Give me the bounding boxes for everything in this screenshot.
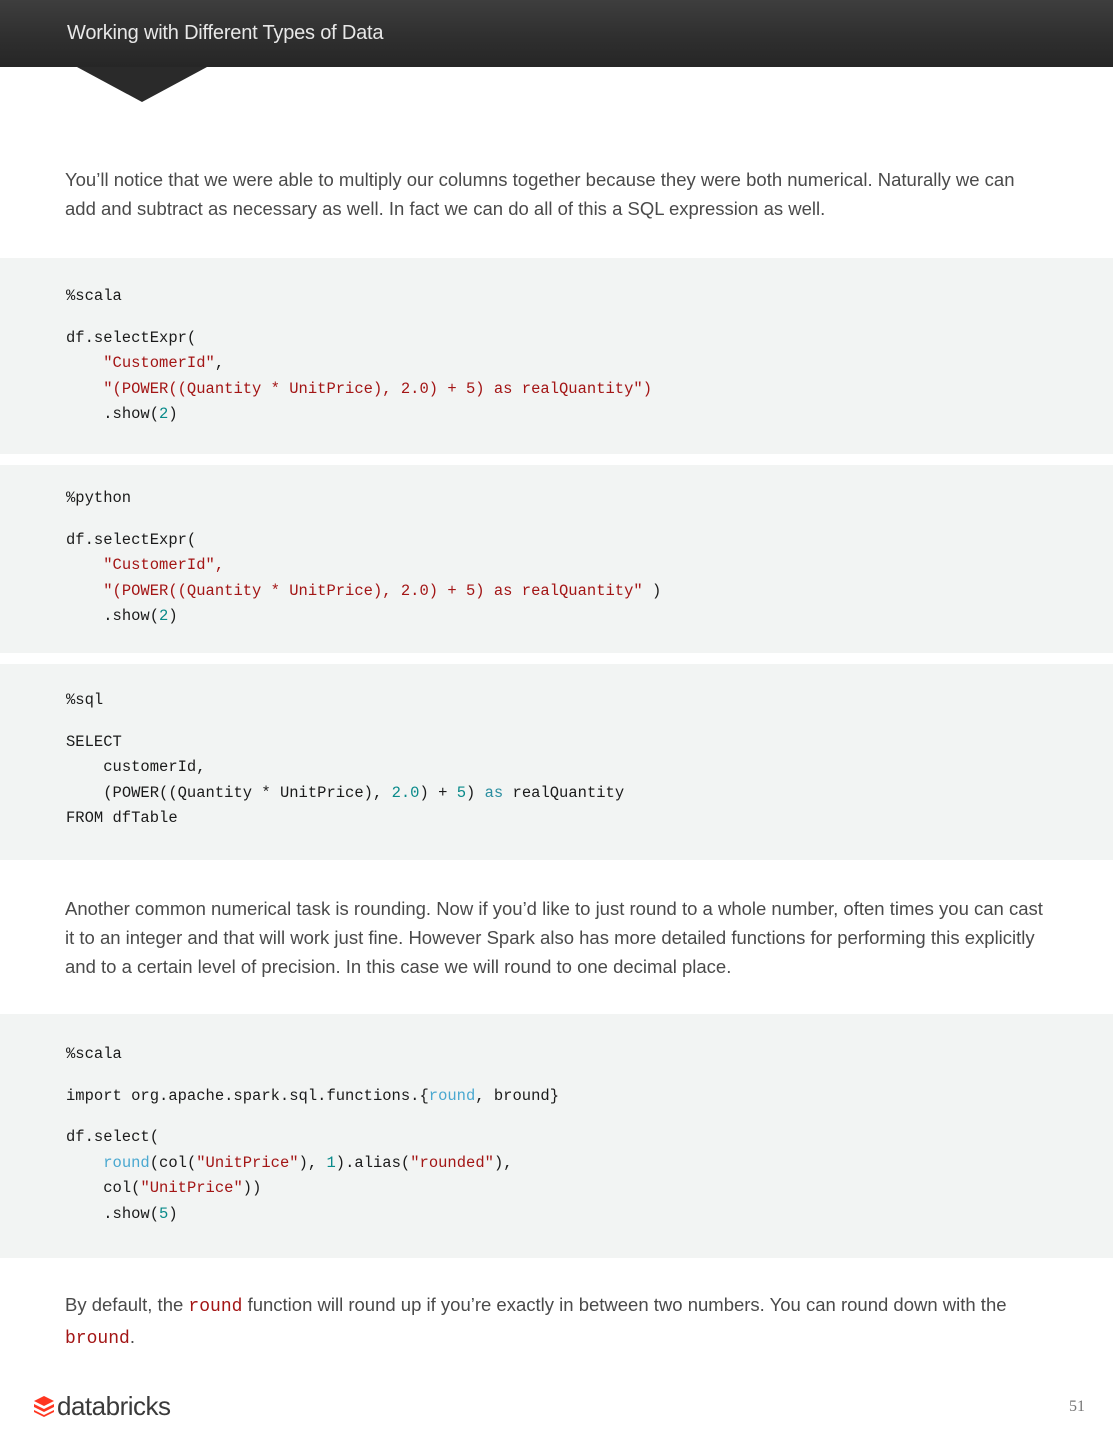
code-text: (col( <box>149 1153 197 1172</box>
code-magic: %scala <box>66 287 122 305</box>
code-number: 2.0 <box>391 783 420 802</box>
code-text: .show( <box>103 607 160 625</box>
code-text: .show( <box>103 405 160 423</box>
section-title: Working with Different Types of Data <box>67 22 384 44</box>
code-line: SELECT <box>66 732 122 751</box>
code-text: ) <box>466 783 485 802</box>
code-text: col( <box>103 1179 141 1197</box>
page-number: 51 <box>1069 1398 1085 1415</box>
code-function: round <box>103 1153 150 1172</box>
code-block-scala-round <box>0 1014 1113 1258</box>
code-string: "UnitPrice" <box>140 1179 243 1197</box>
code-text: ) <box>642 581 662 600</box>
code-line: customerId, <box>103 758 206 776</box>
code-text: ) <box>168 405 178 423</box>
databricks-logo <box>33 1392 171 1420</box>
code-number: 2 <box>159 405 169 423</box>
code-line: df.select( <box>66 1128 160 1146</box>
code-sql-select <box>66 688 624 832</box>
text-run: function will round up if you’re exactly in between two numbers. You can round down with the <box>242 1294 1007 1315</box>
code-string: "(POWER((Quantity * UnitPrice), 2.0) + 5) as realQuantity" <box>103 581 643 600</box>
code-number: 2 <box>159 607 169 625</box>
code-block-python-select-expr <box>0 465 1113 653</box>
code-string: "CustomerId", <box>103 556 225 574</box>
code-number: 1 <box>326 1153 336 1172</box>
code-text: )) <box>242 1179 262 1197</box>
code-magic: %python <box>66 489 132 507</box>
code-line: df.selectExpr( <box>66 530 197 549</box>
code-text: ) <box>168 607 178 625</box>
code-function: round <box>428 1086 476 1105</box>
code-string: "(POWER((Quantity * UnitPrice), 2.0) + 5) as realQuantity") <box>103 379 653 398</box>
code-text: (POWER((Quantity * UnitPrice), <box>103 783 392 802</box>
code-keyword: as <box>484 783 504 802</box>
page-header <box>0 0 1113 67</box>
code-string: "UnitPrice" <box>196 1153 299 1172</box>
paragraph-round-default <box>65 1290 1050 1354</box>
inline-code-bround: bround <box>65 1329 130 1349</box>
code-magic: %sql <box>66 691 104 709</box>
code-magic: %scala <box>66 1045 122 1063</box>
code-block-sql-select <box>0 664 1113 860</box>
text-run: . <box>129 1326 135 1347</box>
code-text: , bround} <box>475 1086 559 1105</box>
code-text: ) <box>168 1204 178 1223</box>
code-line: df.selectExpr( <box>66 328 197 347</box>
code-scala-select-expr <box>66 284 652 428</box>
code-text: .show( <box>103 1204 160 1223</box>
code-text: import org.apache.spark.sql.functions.{ <box>66 1086 429 1105</box>
paragraph-rounding: Another common numerical task is rounding. Now if you’d like to just round to a whole number, often times you can cast it to an integer and that will work just fine. However Spark also has more detailed functions for performing this explicitly and to a certain level of precision. In this case we will round to one decimal place. <box>65 898 1043 977</box>
code-text: ), <box>298 1153 327 1172</box>
header-notch <box>77 67 207 102</box>
code-scala-round <box>66 1042 559 1227</box>
code-python-select-expr <box>66 486 661 630</box>
code-string: "CustomerId" <box>103 354 215 372</box>
code-number: 5 <box>159 1204 169 1223</box>
code-text: realQuantity <box>503 783 625 802</box>
databricks-logo-icon <box>33 1395 55 1417</box>
code-line: FROM dfTable <box>66 809 178 827</box>
logo-text: databricks <box>57 1390 171 1421</box>
inline-code-round: round <box>188 1297 243 1317</box>
paragraph-intro: You’ll notice that we were able to multiply our columns together because they were both numerical. Naturally we can add and subtract as necessary as well. In fact we can do all of this a SQL expression as well. <box>65 169 1015 219</box>
text-run: By default, the <box>65 1294 189 1315</box>
code-text: ), <box>493 1153 513 1172</box>
code-number: 5 <box>456 783 467 802</box>
code-block-scala-select-expr <box>0 258 1113 454</box>
code-string: "rounded" <box>410 1153 494 1172</box>
code-text: ).alias( <box>335 1153 411 1172</box>
code-text: ) + <box>419 783 457 802</box>
code-text: , <box>214 354 225 372</box>
